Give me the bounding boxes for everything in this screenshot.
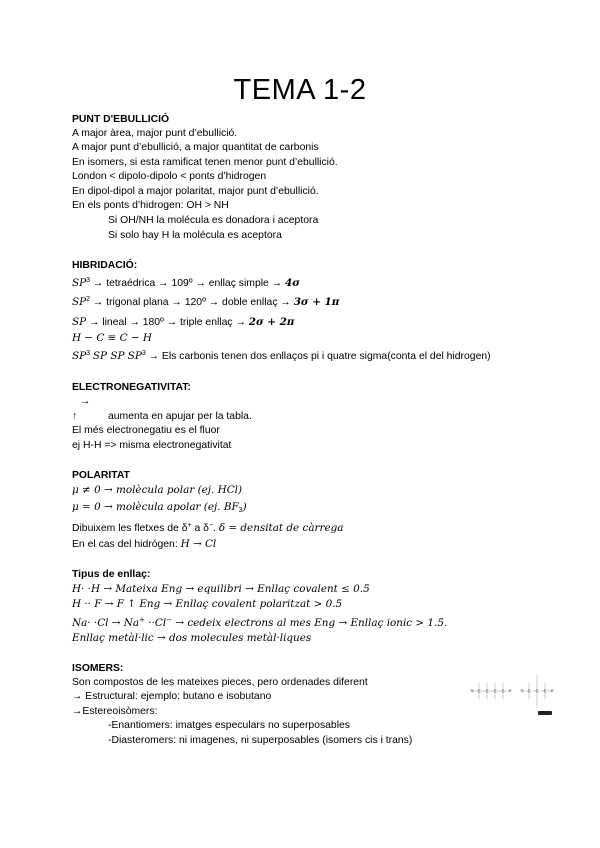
hibridacio-line-carbons [72,350,491,363]
right-arrow-icon: → [80,396,91,407]
polaritat-hidrogen [72,538,216,551]
math-text: → cedeix electrons al mes Eng → Enllaç ionic > 1.5. [172,617,448,629]
atom-label: C [527,688,531,694]
punt-indented-line: Si solo hay H la molécula es aceptora [108,230,282,241]
hibridacio-line-sp2 [72,296,339,309]
superscript: 3 [86,277,91,284]
polaritat-fletxes [72,522,343,535]
math-text: Na· ·Cl → Na [72,617,140,629]
atom-label: C [501,688,505,694]
atom-label: C [477,688,481,694]
atom-label: C [535,688,539,694]
punt-line: London < dipolo-dipolo < ponts d’hidrogen [72,171,267,182]
math-text: μ = 0 → molècula apolar (ej. BF [72,501,239,513]
math-sp: SP [72,296,87,308]
electro-line: El més electronegatiu es el fluor [72,425,220,436]
hibridacio-line-sp [72,316,294,329]
superscript: 2 [86,296,91,303]
punt-line: A major punt d’ebullició, a major quantitat de carbonis [72,142,319,153]
superscript: 3 [141,350,146,357]
math-bonds: 4σ [284,277,300,289]
math-bonds: 2σ + 2π [248,316,295,328]
hibridacio-heading: HIBRIDACIÓ: [72,260,138,271]
math-sp: SP [72,316,87,328]
atom-label: H [550,688,554,694]
hibridacio-text: → lineal → 180º → triple enllaç → [89,317,246,328]
polaritat-apolar [72,501,247,514]
punt-line: En isomers, si esta ramificat tenen menor punt d’ebullició. [72,157,338,168]
hibridacio-acetylene: H − C ≡ C − H [72,332,152,344]
polaritat-text: . [213,523,219,534]
isomers-line: Son compostos de les mateixes pieces, pero ordenades diferent [72,677,368,688]
isomers-indented-line: -Diasteromers: ni imagenes, ni superposables (isomers cis i trans) [108,735,413,746]
hibridacio-text: → trigonal plana → 120º → doble enllaç → [92,297,291,308]
isomers-line: → Estructural: ejemplo: butano e isobutano [72,691,272,702]
atom-label: H [520,688,524,694]
atom-label: H [508,688,512,694]
math-text: ··Cl [144,617,167,629]
page-title: TEMA 1-2 [233,74,367,106]
isomers-indented-line: -Enantiomers: imatges especulars no superposables [108,720,350,731]
butane-isobutane-figure [466,669,562,717]
atom-label: C [493,688,497,694]
atom-label: H [470,688,474,694]
structural-formula-image [466,669,562,717]
electro-line: ej H-H => misma electronegativitat [72,440,232,451]
enllac-ionic [72,617,447,630]
electro-line: aumenta en apujar per la tabla. [108,411,252,422]
punt-indented-line: Si OH/NH la molécula es donadora i aceptora [108,215,319,226]
isomers-line: →Estereoisòmers: [72,706,158,717]
superscript: − [166,616,173,624]
polaritat-text: Dibuixem les fletxes de δ [72,523,188,534]
atom-label: C [543,688,547,694]
enllac-metallic: Enllaç metàl·lic → dos molecules metàl·liques [72,632,312,644]
superscript: − [208,522,214,529]
isomers-heading: ISOMERS: [72,663,124,674]
polaritat-heading: POLARITAT [72,470,130,481]
hibridacio-line-sp3 [72,277,300,290]
subscript: 3 [238,507,243,514]
math-bonds: 3σ + 1π [293,296,340,308]
math-sp: SP SP SP [92,350,142,362]
electro-heading: ELECTRONEGATIVITAT: [72,382,191,393]
enllac-covalent: H· ·H → Mateixa Eng → equilibri → Enllaç covalent ≤ 0.5 [72,583,370,595]
enllac-polaritzat: H ·· F → F ↑ Eng → Enllaç covalent polaritzat > 0.5 [72,598,343,610]
figure-label-box [538,711,552,715]
atom-label: C [485,688,489,694]
superscript: 3 [86,350,91,357]
superscript: + [139,616,145,624]
hibridacio-text: → tetraédrica → 109º → enllaç simple → [92,278,283,289]
hibridacio-text: → Els carbonis tenen dos enllaços pi i quatre sigma(conta el del hidrogen) [148,351,491,362]
punt-line: En dipol-dipol a major polaritat, major punt d’ebullició. [72,186,319,197]
polaritat-text: En el cas del hidrógen: [72,539,181,550]
math-sp: SP [72,350,87,362]
punt-line: A major àrea, major punt d’ebullició. [72,128,238,139]
math-text: ) [242,501,247,513]
polaritat-text: a δ [191,523,209,534]
up-arrow-icon: ↑ [72,411,78,422]
math-sp: SP [72,277,87,289]
polaritat-polar: μ ≠ 0 → molècula polar (ej. HCl) [72,484,243,496]
punt-heading: PUNT D'EBULLICIÓ [72,114,170,125]
punt-line: En els ponts d’hidrogen: OH > NH [72,200,229,211]
math-text: H → Cl [180,538,217,550]
math-text: δ = densitat de càrrega [218,522,344,534]
superscript: + [187,522,192,529]
enllac-heading: Tipus de enllaç: [72,569,151,580]
